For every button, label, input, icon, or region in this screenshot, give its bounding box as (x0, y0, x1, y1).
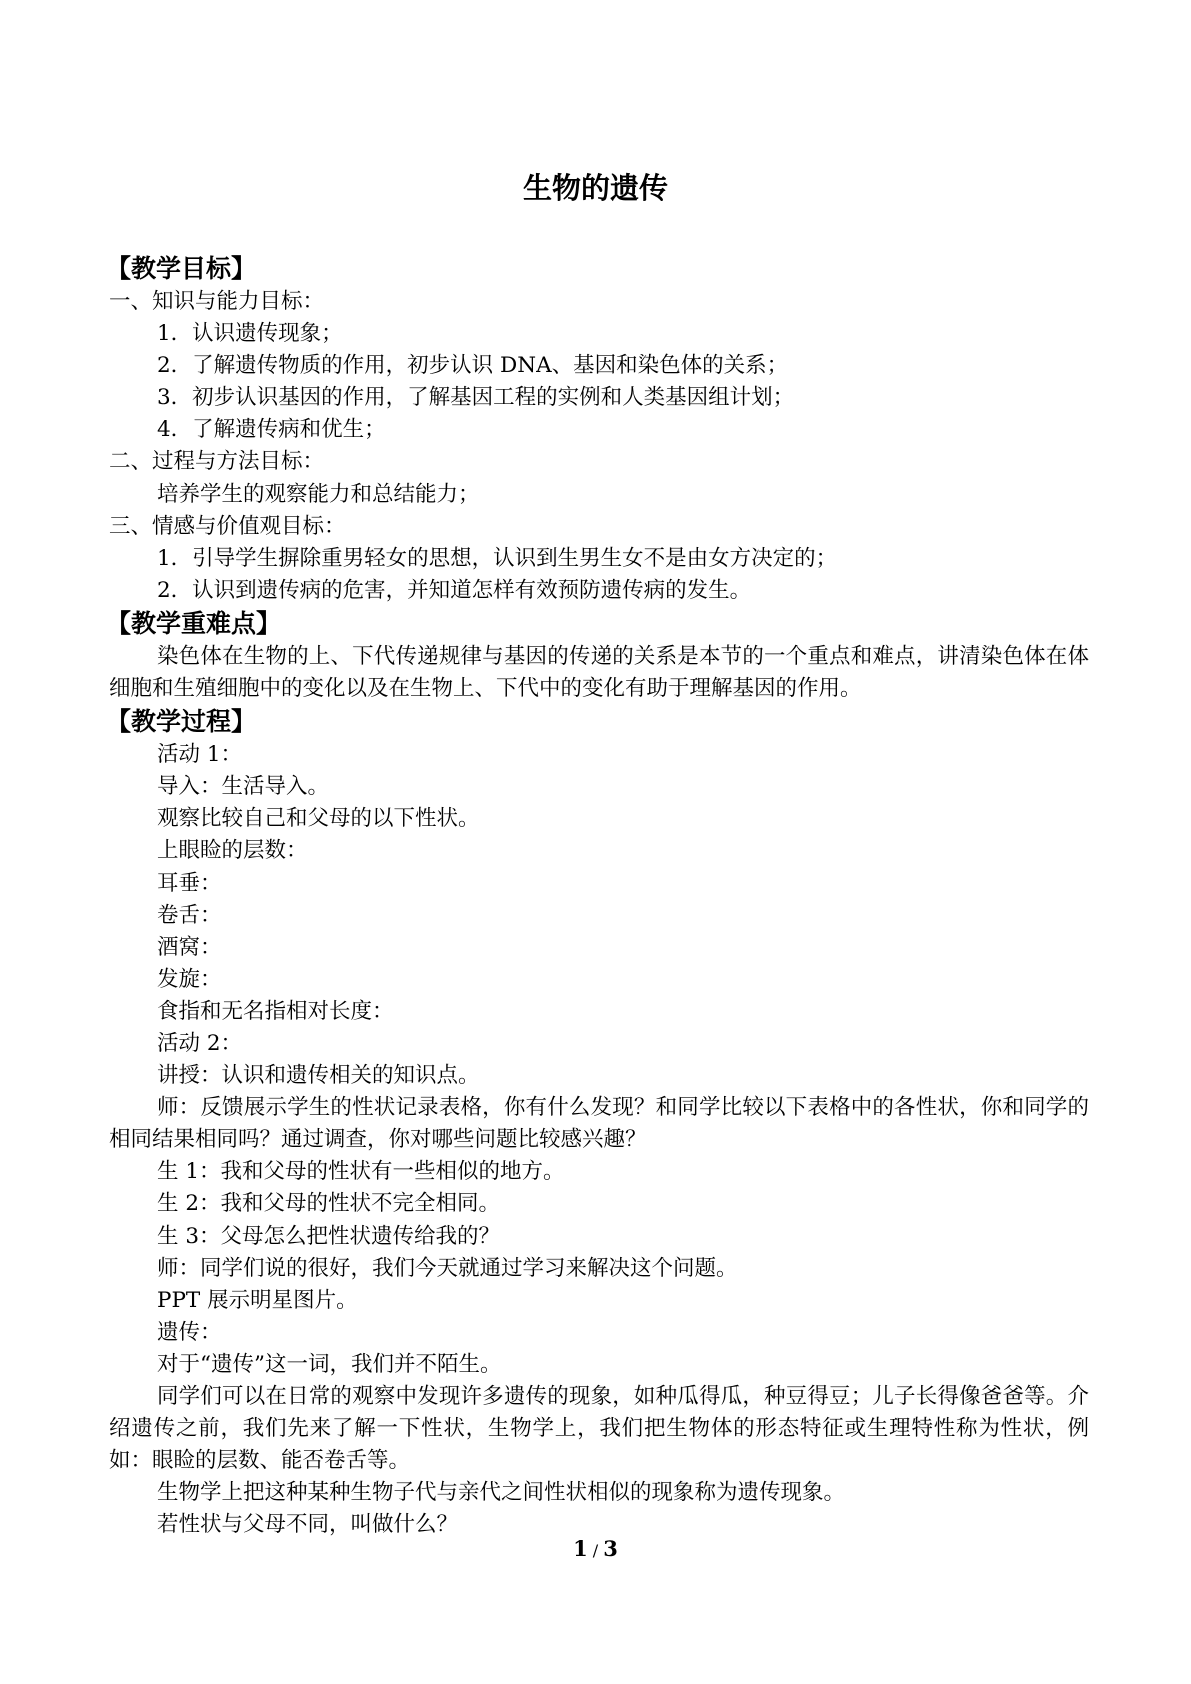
process-line: 耳垂： (157, 870, 222, 896)
page-number (0, 1536, 1191, 1561)
process-line: 对于“遗传”这一词，我们并不陌生。 (157, 1351, 502, 1377)
goal3-item: 2．认识到遗传病的危害，并知道怎样有效预防遗传病的发生。 (157, 577, 752, 603)
document-body (106, 252, 1089, 1541)
process-line: 导入：生活导入。 (157, 774, 330, 800)
goal3-item: 1．引导学生摒除重男轻女的思想，认识到生男生女不是由女方决定的； (157, 545, 838, 571)
key-points-paragraph: 染色体在生物的上、下代传递规律与基因的传递的关系是本节的一个重点和难点，讲清染色体在体细胞和生殖细胞中的变化以及在生物上、下代中的变化有助于理解基因的作用。 (109, 643, 1089, 702)
document-title: 生物的遗传 (522, 171, 668, 205)
process-line: 卷舌： (157, 902, 222, 928)
teacher-question-paragraph: 师：反馈展示学生的性状记录表格，你有什么发现？和同学比较以下表格中的各性状，你和同学的相同结果相同吗？通过调查，你对哪些问题比较感兴趣？ (109, 1095, 1089, 1153)
heredity-paragraph: 同学们可以在日常的观察中发现许多遗传的现象，如种瓜得瓜，种豆得豆；儿子长得像爸爸等。介绍遗传之前，我们先来了解一下性状，生物学上，我们把生物体的形态特征或生理特性称为性状，例如：眼睑的层数、能否卷舌等。 (109, 1384, 1089, 1474)
page-separator: / (587, 1541, 604, 1560)
process-line: 活动 2： (157, 1030, 243, 1056)
goal2-heading: 二、过程与方法目标： (109, 449, 325, 475)
process-line: 酒窝： (157, 934, 222, 960)
goal1-item: 1．认识遗传现象； (157, 321, 343, 347)
process-line: 观察比较自己和父母的以下性状。 (157, 806, 480, 832)
process-line: 遗传： (157, 1319, 222, 1345)
process-line: 讲授：认识和遗传相关的知识点。 (157, 1063, 480, 1089)
process-line: 师：同学们说的很好，我们今天就通过学习来解决这个问题。 (157, 1255, 738, 1281)
process-line: 生 2：我和父母的性状不完全相同。 (157, 1191, 501, 1217)
heading-key-points: 【教学重难点】 (106, 608, 282, 638)
process-line: 生 3：父母怎么把性状遗传给我的？ (157, 1223, 501, 1249)
process-line: 生 1：我和父母的性状有一些相似的地方。 (157, 1159, 565, 1185)
process-line: PPT 展示明星图片。 (157, 1287, 358, 1313)
process-line: 发旋： (157, 966, 222, 992)
process-line: 生物学上把这种某种生物子代与亲代之间性状相似的现象称为遗传现象。 (157, 1480, 846, 1506)
goal1-item: 4．了解遗传病和优生； (157, 417, 386, 443)
page-current: 1 (573, 1536, 588, 1561)
process-line: 活动 1： (157, 742, 243, 768)
process-line: 食指和无名指相对长度： (157, 998, 394, 1024)
heading-teaching-process: 【教学过程】 (106, 707, 257, 737)
page-total: 3 (603, 1536, 618, 1561)
goal1-item: 3．初步认识基因的作用，了解基因工程的实例和人类基因组计划； (157, 385, 795, 411)
goal2-text: 培养学生的观察能力和总结能力； (157, 481, 480, 507)
goal3-heading: 三、情感与价值观目标： (109, 513, 346, 539)
goal1-item: 2．了解遗传物质的作用，初步认识 DNA、基因和染色体的关系； (157, 353, 789, 379)
goal1-heading: 一、知识与能力目标： (109, 289, 325, 314)
heading-teaching-goals: 【教学目标】 (106, 254, 257, 283)
process-line: 若性状与父母不同，叫做什么？ (157, 1512, 459, 1538)
process-line: 上眼睑的层数： (157, 838, 308, 864)
